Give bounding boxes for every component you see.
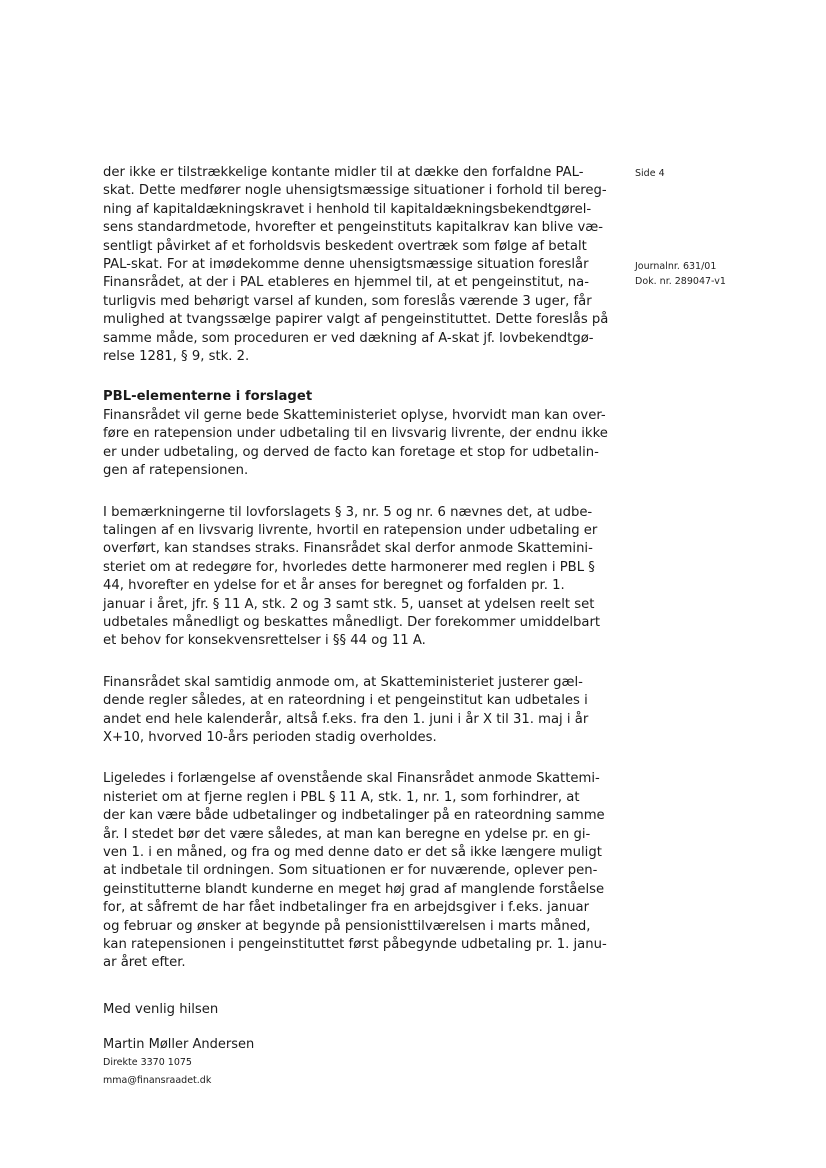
text-line: dende regler således, at en rateordning i et pengeinstitut kan udbetales i xyxy=(103,693,588,709)
text-line: Ligeledes i forlængelse af ovenstående skal Finansrådet anmode Skattemi- xyxy=(103,771,600,787)
text-line: og februar og ønsker at begynde på pensionisttilværelsen i marts måned, xyxy=(103,918,591,934)
text-line: Finansrådet skal samtidig anmode om, at Skatteministeriet justerer gæl- xyxy=(103,674,583,690)
letter-body xyxy=(103,164,609,1090)
text-line: at indbetale til ordningen. Som situationen er for nuværende, oplever pen- xyxy=(103,863,598,879)
paragraph-calendar-year xyxy=(103,674,603,748)
text-line: skat. Dette medfører nogle uhensigtsmæssige situationer i forhold til bereg- xyxy=(103,183,607,199)
journal-number: Journalnr. 631/01 xyxy=(635,261,717,272)
text-line: ning af kapitaldækningskravet i henhold til kapitaldækningsbekendtgørel- xyxy=(103,201,592,217)
text-line: overført, kan standses straks. Finansrådet skal derfor anmode Skattemini- xyxy=(103,541,593,557)
text-line: gen af ratepensionen. xyxy=(103,463,249,479)
text-line: relse 1281, § 9, stk. 2. xyxy=(103,349,250,365)
text-line: sens standardmetode, hvorefter et pengeinstituts kapitalkrav kan blive væ- xyxy=(103,220,603,236)
paragraph-bill-remarks xyxy=(103,504,603,651)
text-line: Finansrådet, at der i PAL etableres en hjemmel til, at et pengeinstitut, na- xyxy=(103,275,589,291)
text-line: X+10, hvorved 10-års perioden stadig overholdes. xyxy=(103,729,437,745)
text-line: der ikke er tilstrækkelige kontante midler til at dække den forfaldne PAL- xyxy=(103,165,584,180)
paragraph-pbl-rule xyxy=(103,770,607,972)
text-line: geinstitutterne blandt kunderne en meget høj grad af manglende forståelse xyxy=(103,881,605,897)
document-references xyxy=(635,259,726,289)
text-line: mulighed at tvangssælge papirer valgt af pengeinstituttet. Dette foreslås på xyxy=(103,312,609,328)
text-line: er under udbetaling, og derved de facto kan foretage et stop for udbetalin- xyxy=(103,444,599,460)
text-line: for, at såfremt de har fået indbetalinger fra en arbejdsgiver i f.eks. januar xyxy=(103,900,590,916)
text-line: ven 1. i en måned, og fra og med denne dato er det så ikke længere muligt xyxy=(103,845,602,860)
signatory-phone: Direkte 3370 1075 xyxy=(103,1057,192,1069)
text-line: I bemærkningerne til lovforslagets § 3, nr. 5 og nr. 6 nævnes det, at udbe- xyxy=(103,504,593,520)
section-heading: PBL-elementerne i forslaget xyxy=(103,389,313,405)
text-line: samme måde, som proceduren er ved dækning af A-skat jf. lovbekendtgø- xyxy=(103,330,594,346)
text-line: føre en ratepension under udbetaling til en livsvarig livrente, der endnu ikke xyxy=(103,426,608,442)
page-number-label: Side 4 xyxy=(635,168,665,179)
signatory-name: Martin Møller Andersen xyxy=(103,1037,255,1053)
text-line: udbetales månedligt og beskattes månedligt. Der forekommer umiddelbart xyxy=(103,614,601,630)
text-line: PAL-skat. For at imødekomme denne uhensigtsmæssige situation foreslår xyxy=(103,257,589,273)
document-number: Dok. nr. 289047-v1 xyxy=(635,276,726,287)
closing-greeting: Med venlig hilsen xyxy=(103,1001,219,1017)
text-line: Finansrådet vil gerne bede Skatteministeriet oplyse, hvorvidt man kan over- xyxy=(103,407,606,423)
text-line: steriet om at redegøre for, hvorledes dette harmonerer med reglen i PBL § xyxy=(103,559,595,575)
text-line: ar året efter. xyxy=(103,955,186,971)
text-line: år. I stedet bør det være således, at man kan beregne en ydelse pr. en gi- xyxy=(103,826,591,842)
page-number xyxy=(635,166,665,181)
paragraph-pal-tax xyxy=(103,164,609,366)
text-line: januar i året, jfr. § 11 A, stk. 2 og 3 samt stk. 5, uanset at ydelsen reelt set xyxy=(103,596,595,612)
text-line: turligvis med behørigt varsel af kunden, som foreslås værende 3 uger, får xyxy=(103,293,592,309)
text-line: 44, hvorefter en ydelse for et år anses for beregnet og forfalden pr. 1. xyxy=(103,578,565,594)
text-line: talingen af en livsvarig livrente, hvortil en ratepension under udbetaling er xyxy=(103,522,598,538)
paragraph-ratepension-transfer xyxy=(103,407,608,481)
signatory-email: mma@finansraadet.dk xyxy=(103,1075,212,1087)
text-line: et behov for konsekvensrettelser i §§ 44 og 11 A. xyxy=(103,633,426,649)
text-line: kan ratepensionen i pengeinstituttet først påbegynde udbetaling pr. 1. janu- xyxy=(103,937,607,953)
text-line: der kan være både udbetalinger og indbetalinger på en rateordning samme xyxy=(103,808,605,824)
text-line: nisteriet om at fjerne reglen i PBL § 11 A, stk. 1, nr. 1, som forhindrer, at xyxy=(103,789,580,805)
text-line: andet end hele kalenderår, altså f.eks. fra den 1. juni i år X til 31. maj i år xyxy=(103,711,589,727)
text-line: sentligt påvirket af et forholdsvis beskedent overtræk som følge af betalt xyxy=(103,238,587,254)
